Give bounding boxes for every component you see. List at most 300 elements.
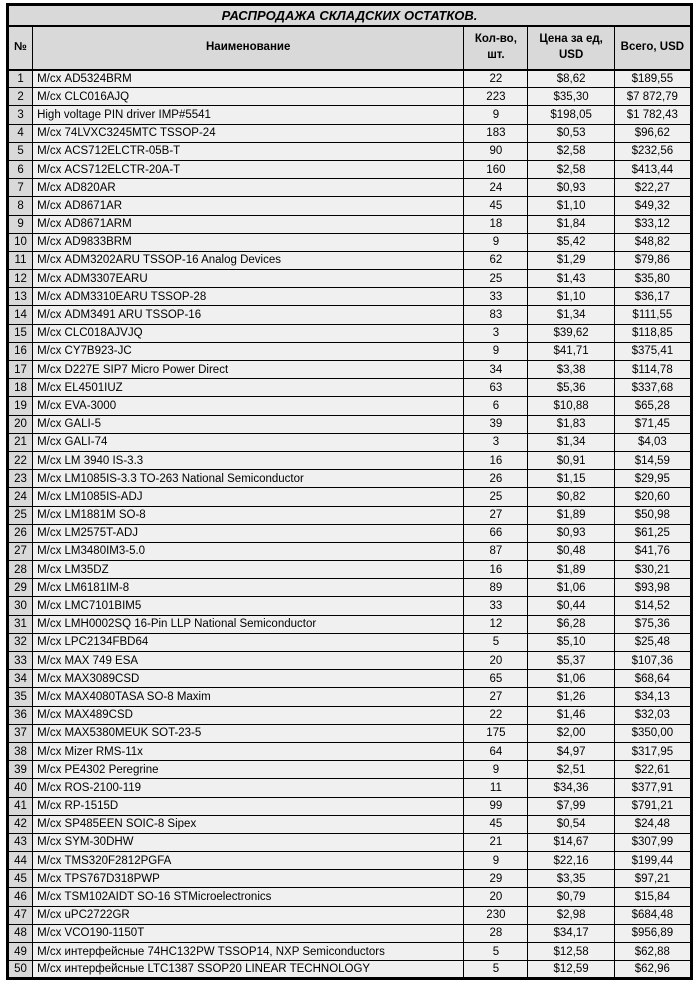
table-row: [8, 633, 692, 651]
table-row: [8, 124, 692, 142]
cell-num: 40: [8, 779, 33, 797]
cell-name: М/сх SP485EEN SOIC-8 Sipex: [33, 815, 464, 833]
cell-price: $2,98: [528, 906, 614, 924]
cell-price: $0,48: [528, 542, 614, 560]
cell-total: $41,76: [614, 542, 691, 560]
cell-price: $5,10: [528, 633, 614, 651]
cell-name: М/сх CLC018AJVJQ: [33, 324, 464, 342]
cell-price: $39,62: [528, 324, 614, 342]
table-row: [8, 943, 692, 961]
cell-num: 26: [8, 524, 33, 542]
cell-qty: 18: [464, 215, 528, 233]
cell-total: $350,00: [614, 724, 691, 742]
cell-name: М/сх AD5324BRM: [33, 70, 464, 88]
table-body: [8, 70, 692, 979]
table-row: [8, 197, 692, 215]
cell-total: $684,48: [614, 906, 691, 924]
cell-name: М/сх AD9833BRM: [33, 233, 464, 251]
cell-price: $5,42: [528, 233, 614, 251]
cell-num: 14: [8, 306, 33, 324]
table-row: [8, 397, 692, 415]
table-row: [8, 815, 692, 833]
table-row: [8, 160, 692, 178]
cell-total: $1 782,43: [614, 106, 691, 124]
table-row: [8, 142, 692, 160]
cell-price: $0,91: [528, 451, 614, 469]
cell-price: $14,67: [528, 833, 614, 851]
cell-qty: 65: [464, 670, 528, 688]
cell-total: $14,52: [614, 597, 691, 615]
cell-num: 10: [8, 233, 33, 251]
cell-num: 47: [8, 906, 33, 924]
cell-qty: 89: [464, 579, 528, 597]
table-row: [8, 106, 692, 124]
cell-total: $114,78: [614, 361, 691, 379]
table-row: [8, 179, 692, 197]
table-row: [8, 579, 692, 597]
cell-qty: 175: [464, 724, 528, 742]
cell-num: 2: [8, 88, 33, 106]
cell-name: М/сх LM35DZ: [33, 561, 464, 579]
cell-name: М/сх ADM3202ARU TSSOP-16 Analog Devices: [33, 251, 464, 269]
cell-price: $1,89: [528, 561, 614, 579]
cell-name: М/сх LM3480IM3-5.0: [33, 542, 464, 560]
cell-total: $232,56: [614, 142, 691, 160]
cell-price: $0,79: [528, 888, 614, 906]
cell-total: $97,21: [614, 870, 691, 888]
cell-price: $35,30: [528, 88, 614, 106]
table-row: [8, 761, 692, 779]
cell-qty: 24: [464, 179, 528, 197]
cell-total: $413,44: [614, 160, 691, 178]
cell-name: М/сх D227E SIP7 Micro Power Direct: [33, 361, 464, 379]
table-row: [8, 561, 692, 579]
cell-num: 22: [8, 451, 33, 469]
cell-num: 39: [8, 761, 33, 779]
cell-total: $22,27: [614, 179, 691, 197]
cell-name: М/сх MAX489CSD: [33, 706, 464, 724]
cell-price: $1,43: [528, 270, 614, 288]
table-row: [8, 870, 692, 888]
table-row: [8, 488, 692, 506]
cell-qty: 63: [464, 379, 528, 397]
cell-qty: 22: [464, 706, 528, 724]
cell-name: М/сх LM1085IS-ADJ: [33, 488, 464, 506]
table-row: [8, 615, 692, 633]
cell-name: М/сх SYM-30DHW: [33, 833, 464, 851]
cell-qty: 21: [464, 833, 528, 851]
cell-name: М/сх интерфейсные LTC1387 SSOP20 LINEAR TECHNOLOGY: [33, 961, 464, 979]
cell-qty: 29: [464, 870, 528, 888]
cell-name: М/сх AD8671AR: [33, 197, 464, 215]
cell-total: $33,12: [614, 215, 691, 233]
cell-num: 23: [8, 470, 33, 488]
cell-num: 31: [8, 615, 33, 633]
cell-price: $5,36: [528, 379, 614, 397]
table-row: [8, 724, 692, 742]
cell-name: М/сх Mizer RMS-11x: [33, 742, 464, 760]
cell-name: М/сх GALI-74: [33, 433, 464, 451]
cell-qty: 9: [464, 233, 528, 251]
cell-num: 13: [8, 288, 33, 306]
cell-num: 34: [8, 670, 33, 688]
cell-qty: 11: [464, 779, 528, 797]
table-row: [8, 906, 692, 924]
cell-name: М/сх ACS712ELCTR-20A-T: [33, 160, 464, 178]
cell-num: 25: [8, 506, 33, 524]
cell-qty: 223: [464, 88, 528, 106]
cell-num: 44: [8, 852, 33, 870]
cell-total: $79,86: [614, 251, 691, 269]
table-row: [8, 670, 692, 688]
cell-total: $68,64: [614, 670, 691, 688]
cell-num: 42: [8, 815, 33, 833]
table-row: [8, 70, 692, 88]
cell-name: М/сх ADM3491 ARU TSSOP-16: [33, 306, 464, 324]
cell-num: 20: [8, 415, 33, 433]
cell-qty: 28: [464, 924, 528, 942]
cell-price: $1,83: [528, 415, 614, 433]
cell-qty: 33: [464, 288, 528, 306]
cell-num: 33: [8, 652, 33, 670]
cell-name: М/сх ADM3310EARU TSSOP-28: [33, 288, 464, 306]
cell-price: $34,36: [528, 779, 614, 797]
cell-num: 48: [8, 924, 33, 942]
cell-qty: 25: [464, 488, 528, 506]
cell-price: $6,28: [528, 615, 614, 633]
cell-num: 12: [8, 270, 33, 288]
cell-total: $7 872,79: [614, 88, 691, 106]
cell-price: $4,97: [528, 742, 614, 760]
cell-total: $62,88: [614, 943, 691, 961]
cell-total: $49,32: [614, 197, 691, 215]
cell-qty: 62: [464, 251, 528, 269]
table-row: [8, 288, 692, 306]
cell-qty: 99: [464, 797, 528, 815]
cell-name: М/сх интерфейсные 74HC132PW TSSOP14, NXP Semiconductors: [33, 943, 464, 961]
cell-price: $3,35: [528, 870, 614, 888]
cell-price: $7,99: [528, 797, 614, 815]
cell-name: М/сх ACS712ELCTR-05B-T: [33, 142, 464, 160]
cell-total: $189,55: [614, 70, 691, 88]
cell-name: М/сх RP-1515D: [33, 797, 464, 815]
cell-name: М/сх GALI-5: [33, 415, 464, 433]
cell-price: $1,34: [528, 433, 614, 451]
cell-name: М/сх PE4302 Peregrine: [33, 761, 464, 779]
cell-qty: 26: [464, 470, 528, 488]
cell-name: М/сх MAX5380MEUK SOT-23-5: [33, 724, 464, 742]
cell-total: $15,84: [614, 888, 691, 906]
table-row: [8, 233, 692, 251]
cell-name: М/сх TPS767D318PWP: [33, 870, 464, 888]
cell-name: High voltage PIN driver IMP#5541: [33, 106, 464, 124]
cell-num: 8: [8, 197, 33, 215]
table-row: [8, 742, 692, 760]
cell-price: $1,26: [528, 688, 614, 706]
cell-num: 50: [8, 961, 33, 979]
cell-total: $14,59: [614, 451, 691, 469]
cell-price: $2,58: [528, 142, 614, 160]
cell-name: М/сх CY7B923-JC: [33, 342, 464, 360]
cell-num: 21: [8, 433, 33, 451]
cell-total: $25,48: [614, 633, 691, 651]
cell-name: М/сх LM6181IM-8: [33, 579, 464, 597]
table-row: [8, 852, 692, 870]
cell-name: М/сх CLC016AJQ: [33, 88, 464, 106]
cell-num: 37: [8, 724, 33, 742]
cell-name: М/сх uPC2722GR: [33, 906, 464, 924]
cell-name: М/сх ROS-2100-119: [33, 779, 464, 797]
cell-qty: 20: [464, 652, 528, 670]
table-row: [8, 470, 692, 488]
cell-num: 3: [8, 106, 33, 124]
table-row: [8, 688, 692, 706]
cell-qty: 230: [464, 906, 528, 924]
table-row: [8, 961, 692, 979]
cell-total: $307,99: [614, 833, 691, 851]
cell-price: $1,06: [528, 670, 614, 688]
cell-num: 5: [8, 142, 33, 160]
cell-price: $1,10: [528, 288, 614, 306]
cell-total: $24,48: [614, 815, 691, 833]
cell-qty: 27: [464, 506, 528, 524]
column-header-price: Цена за ед, USD: [528, 26, 614, 70]
table-row: [8, 270, 692, 288]
table-row: [8, 542, 692, 560]
cell-price: $1,46: [528, 706, 614, 724]
cell-name: М/сх LPC2134FBD64: [33, 633, 464, 651]
header-row: [8, 26, 692, 70]
table-row: [8, 379, 692, 397]
cell-qty: 83: [464, 306, 528, 324]
cell-num: 15: [8, 324, 33, 342]
cell-total: $791,21: [614, 797, 691, 815]
cell-price: $12,58: [528, 943, 614, 961]
cell-num: 38: [8, 742, 33, 760]
cell-price: $0,54: [528, 815, 614, 833]
cell-qty: 3: [464, 433, 528, 451]
cell-num: 9: [8, 215, 33, 233]
cell-total: $118,85: [614, 324, 691, 342]
cell-total: $50,98: [614, 506, 691, 524]
cell-price: $0,93: [528, 179, 614, 197]
cell-qty: 5: [464, 961, 528, 979]
cell-price: $1,10: [528, 197, 614, 215]
table-row: [8, 597, 692, 615]
cell-name: М/сх LM 3940 IS-3.3: [33, 451, 464, 469]
cell-name: М/сх MAX 749 ESA: [33, 652, 464, 670]
cell-qty: 25: [464, 270, 528, 288]
cell-num: 49: [8, 943, 33, 961]
cell-name: М/сх LM1085IS-3.3 TO-263 National Semiconductor: [33, 470, 464, 488]
cell-qty: 66: [464, 524, 528, 542]
cell-qty: 5: [464, 633, 528, 651]
cell-qty: 3: [464, 324, 528, 342]
cell-num: 35: [8, 688, 33, 706]
cell-name: М/сх ADM3307EARU: [33, 270, 464, 288]
cell-num: 36: [8, 706, 33, 724]
cell-num: 17: [8, 361, 33, 379]
table-row: [8, 888, 692, 906]
cell-price: $3,38: [528, 361, 614, 379]
table-row: [8, 361, 692, 379]
cell-price: $2,58: [528, 160, 614, 178]
cell-name: М/сх EL4501IUZ: [33, 379, 464, 397]
cell-total: $96,62: [614, 124, 691, 142]
cell-name: М/сх 74LVXC3245MTC TSSOP-24: [33, 124, 464, 142]
cell-num: 11: [8, 251, 33, 269]
cell-total: $375,41: [614, 342, 691, 360]
table-row: [8, 415, 692, 433]
column-header-number: №: [8, 26, 33, 70]
cell-price: $1,89: [528, 506, 614, 524]
cell-qty: 183: [464, 124, 528, 142]
cell-num: 46: [8, 888, 33, 906]
cell-qty: 16: [464, 451, 528, 469]
cell-qty: 9: [464, 761, 528, 779]
cell-num: 6: [8, 160, 33, 178]
cell-price: $1,29: [528, 251, 614, 269]
cell-price: $198,05: [528, 106, 614, 124]
cell-qty: 33: [464, 597, 528, 615]
cell-num: 30: [8, 597, 33, 615]
cell-price: $0,82: [528, 488, 614, 506]
cell-num: 4: [8, 124, 33, 142]
table-row: [8, 251, 692, 269]
cell-price: $8,62: [528, 70, 614, 88]
table-row: [8, 524, 692, 542]
cell-qty: 6: [464, 397, 528, 415]
cell-name: М/сх TMS320F2812PGFA: [33, 852, 464, 870]
cell-price: $22,16: [528, 852, 614, 870]
cell-qty: 160: [464, 160, 528, 178]
cell-num: 24: [8, 488, 33, 506]
cell-price: $41,71: [528, 342, 614, 360]
cell-qty: 12: [464, 615, 528, 633]
cell-price: $2,51: [528, 761, 614, 779]
cell-total: $75,36: [614, 615, 691, 633]
cell-price: $10,88: [528, 397, 614, 415]
cell-price: $5,37: [528, 652, 614, 670]
table-row: [8, 433, 692, 451]
cell-name: М/сх MAX3089CSD: [33, 670, 464, 688]
cell-qty: 20: [464, 888, 528, 906]
table-row: [8, 306, 692, 324]
cell-num: 29: [8, 579, 33, 597]
cell-num: 16: [8, 342, 33, 360]
cell-name: М/сх LMC7101BIM5: [33, 597, 464, 615]
cell-num: 45: [8, 870, 33, 888]
cell-name: М/сх LMH0002SQ 16-Pin LLP National Semiconductor: [33, 615, 464, 633]
cell-qty: 9: [464, 342, 528, 360]
cell-qty: 45: [464, 197, 528, 215]
table-row: [8, 88, 692, 106]
cell-qty: 87: [464, 542, 528, 560]
cell-num: 27: [8, 542, 33, 560]
cell-qty: 9: [464, 106, 528, 124]
cell-total: $22,61: [614, 761, 691, 779]
cell-price: $12,59: [528, 961, 614, 979]
cell-num: 41: [8, 797, 33, 815]
cell-qty: 90: [464, 142, 528, 160]
cell-total: $377,91: [614, 779, 691, 797]
cell-total: $317,95: [614, 742, 691, 760]
cell-qty: 16: [464, 561, 528, 579]
cell-total: $4,03: [614, 433, 691, 451]
cell-qty: 27: [464, 688, 528, 706]
cell-name: М/сх AD820AR: [33, 179, 464, 197]
cell-num: 1: [8, 70, 33, 88]
cell-total: $20,60: [614, 488, 691, 506]
cell-num: 32: [8, 633, 33, 651]
table-row: [8, 779, 692, 797]
cell-total: $337,68: [614, 379, 691, 397]
cell-total: $32,03: [614, 706, 691, 724]
cell-price: $1,34: [528, 306, 614, 324]
cell-total: $111,55: [614, 306, 691, 324]
table-row: [8, 506, 692, 524]
cell-total: $36,17: [614, 288, 691, 306]
table-row: [8, 706, 692, 724]
cell-qty: 64: [464, 742, 528, 760]
cell-price: $0,93: [528, 524, 614, 542]
cell-qty: 39: [464, 415, 528, 433]
cell-num: 7: [8, 179, 33, 197]
cell-total: $48,82: [614, 233, 691, 251]
cell-num: 28: [8, 561, 33, 579]
table-row: [8, 342, 692, 360]
cell-total: $61,25: [614, 524, 691, 542]
table-row: [8, 833, 692, 851]
cell-price: $34,17: [528, 924, 614, 942]
cell-name: М/сх AD8671ARM: [33, 215, 464, 233]
cell-name: М/сх LM2575T-ADJ: [33, 524, 464, 542]
cell-name: М/сх LM1881M SO-8: [33, 506, 464, 524]
cell-name: М/сх TSM102AIDT SO-16 STMicroelectronics: [33, 888, 464, 906]
table-row: [8, 451, 692, 469]
cell-qty: 9: [464, 852, 528, 870]
cell-name: М/сх MAX4080TASA SO-8 Maxim: [33, 688, 464, 706]
cell-qty: 45: [464, 815, 528, 833]
cell-name: М/сх VCO190-1150T: [33, 924, 464, 942]
cell-name: М/сх EVA-3000: [33, 397, 464, 415]
cell-total: $107,36: [614, 652, 691, 670]
cell-num: 19: [8, 397, 33, 415]
cell-num: 18: [8, 379, 33, 397]
cell-total: $34,13: [614, 688, 691, 706]
cell-total: $71,45: [614, 415, 691, 433]
cell-price: $2,00: [528, 724, 614, 742]
title-row: [8, 5, 692, 26]
cell-num: 43: [8, 833, 33, 851]
cell-qty: 22: [464, 70, 528, 88]
cell-qty: 5: [464, 943, 528, 961]
cell-price: $1,84: [528, 215, 614, 233]
cell-price: $1,15: [528, 470, 614, 488]
cell-total: $65,28: [614, 397, 691, 415]
cell-price: $1,06: [528, 579, 614, 597]
table-row: [8, 215, 692, 233]
cell-total: $30,21: [614, 561, 691, 579]
table-row: [8, 324, 692, 342]
cell-total: $29,95: [614, 470, 691, 488]
cell-total: $199,44: [614, 852, 691, 870]
table-row: [8, 797, 692, 815]
column-header-quantity: Кол-во, шт.: [464, 26, 528, 70]
table-row: [8, 652, 692, 670]
table-title: РАСПРОДАЖА СКЛАДСКИХ ОСТАТКОВ.: [8, 5, 692, 26]
cell-total: $35,80: [614, 270, 691, 288]
